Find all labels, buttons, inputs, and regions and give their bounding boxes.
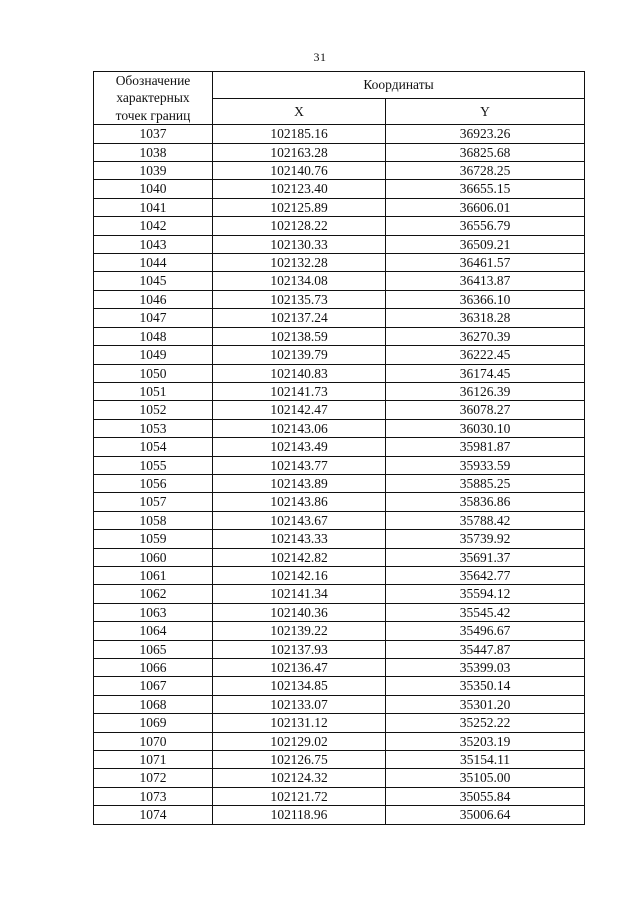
y-coordinate-cell: 36174.45 — [386, 364, 585, 382]
y-coordinate-cell: 35350.14 — [386, 677, 585, 695]
x-coordinate-cell: 102163.28 — [213, 143, 386, 161]
y-coordinate-cell: 35788.42 — [386, 511, 585, 529]
x-coordinate-cell: 102135.73 — [213, 290, 386, 308]
x-coordinate-cell: 102121.72 — [213, 787, 386, 805]
table-row — [94, 254, 585, 272]
y-coordinate-cell: 36509.21 — [386, 235, 585, 253]
point-id-cell: 1054 — [94, 438, 213, 456]
table-row — [94, 732, 585, 750]
y-coordinate-cell: 35055.84 — [386, 787, 585, 805]
point-id-cell: 1039 — [94, 162, 213, 180]
x-coordinate-cell: 102139.79 — [213, 346, 386, 364]
table-row — [94, 419, 585, 437]
point-id-cell: 1058 — [94, 511, 213, 529]
y-coordinate-cell: 36728.25 — [386, 162, 585, 180]
table-row — [94, 585, 585, 603]
table-row — [94, 382, 585, 400]
y-coordinate-cell: 35981.87 — [386, 438, 585, 456]
table-row — [94, 309, 585, 327]
x-coordinate-cell: 102125.89 — [213, 198, 386, 216]
y-coordinate-cell: 35594.12 — [386, 585, 585, 603]
y-coordinate-cell: 36825.68 — [386, 143, 585, 161]
y-coordinate-cell: 35691.37 — [386, 548, 585, 566]
x-coordinate-cell: 102141.34 — [213, 585, 386, 603]
point-id-cell: 1061 — [94, 566, 213, 584]
point-id-cell: 1048 — [94, 327, 213, 345]
y-coordinate-cell: 35399.03 — [386, 659, 585, 677]
y-coordinate-cell: 36413.87 — [386, 272, 585, 290]
point-id-cell: 1057 — [94, 493, 213, 511]
point-id-cell: 1063 — [94, 603, 213, 621]
point-id-cell: 1043 — [94, 235, 213, 253]
y-coordinate-cell: 35105.00 — [386, 769, 585, 787]
x-coordinate-cell: 102118.96 — [213, 806, 386, 824]
y-column-header: Y — [386, 98, 585, 125]
table-row — [94, 530, 585, 548]
point-id-cell: 1060 — [94, 548, 213, 566]
table-row — [94, 143, 585, 161]
table-row — [94, 401, 585, 419]
y-coordinate-cell: 36655.15 — [386, 180, 585, 198]
table-row — [94, 198, 585, 216]
y-coordinate-cell: 35739.92 — [386, 530, 585, 548]
y-coordinate-cell: 35006.64 — [386, 806, 585, 824]
point-id-cell: 1041 — [94, 198, 213, 216]
y-coordinate-cell: 36461.57 — [386, 254, 585, 272]
point-id-cell: 1053 — [94, 419, 213, 437]
table-row — [94, 695, 585, 713]
point-id-cell: 1050 — [94, 364, 213, 382]
y-coordinate-cell: 35154.11 — [386, 751, 585, 769]
table-row — [94, 217, 585, 235]
point-id-cell: 1066 — [94, 659, 213, 677]
x-coordinate-cell: 102139.22 — [213, 622, 386, 640]
y-coordinate-cell: 35885.25 — [386, 474, 585, 492]
y-coordinate-cell: 36126.39 — [386, 382, 585, 400]
y-coordinate-cell: 36556.79 — [386, 217, 585, 235]
y-coordinate-cell: 36923.26 — [386, 125, 585, 143]
point-id-cell: 1074 — [94, 806, 213, 824]
point-id-cell: 1042 — [94, 217, 213, 235]
x-coordinate-cell: 102143.89 — [213, 474, 386, 492]
x-coordinate-cell: 102143.06 — [213, 419, 386, 437]
y-coordinate-cell: 36030.10 — [386, 419, 585, 437]
x-coordinate-cell: 102123.40 — [213, 180, 386, 198]
point-id-cell: 1049 — [94, 346, 213, 364]
y-coordinate-cell: 35496.67 — [386, 622, 585, 640]
point-id-cell: 1040 — [94, 180, 213, 198]
table-row — [94, 456, 585, 474]
table-row — [94, 622, 585, 640]
y-coordinate-cell: 36318.28 — [386, 309, 585, 327]
x-coordinate-cell: 102128.22 — [213, 217, 386, 235]
x-coordinate-cell: 102126.75 — [213, 751, 386, 769]
table-row — [94, 346, 585, 364]
y-coordinate-cell: 35252.22 — [386, 714, 585, 732]
point-id-cell: 1044 — [94, 254, 213, 272]
table-row — [94, 235, 585, 253]
x-coordinate-cell: 102143.77 — [213, 456, 386, 474]
table-body — [94, 125, 585, 824]
x-coordinate-cell: 102138.59 — [213, 327, 386, 345]
x-coordinate-cell: 102137.24 — [213, 309, 386, 327]
point-id-cell: 1052 — [94, 401, 213, 419]
x-coordinate-cell: 102142.47 — [213, 401, 386, 419]
point-id-cell: 1069 — [94, 714, 213, 732]
point-id-cell: 1037 — [94, 125, 213, 143]
point-id-cell: 1047 — [94, 309, 213, 327]
table-header — [94, 72, 585, 125]
point-id-cell: 1055 — [94, 456, 213, 474]
table-row — [94, 603, 585, 621]
point-id-cell: 1051 — [94, 382, 213, 400]
x-coordinate-cell: 102142.82 — [213, 548, 386, 566]
table-row — [94, 438, 585, 456]
x-coordinate-cell: 102140.83 — [213, 364, 386, 382]
point-designation-header — [94, 72, 213, 125]
x-coordinate-cell: 102136.47 — [213, 659, 386, 677]
table-row — [94, 162, 585, 180]
table-row — [94, 659, 585, 677]
y-coordinate-cell: 35301.20 — [386, 695, 585, 713]
table-row — [94, 364, 585, 382]
y-coordinate-cell: 35545.42 — [386, 603, 585, 621]
x-coordinate-cell: 102134.85 — [213, 677, 386, 695]
point-id-cell: 1067 — [94, 677, 213, 695]
x-coordinate-cell: 102133.07 — [213, 695, 386, 713]
point-id-cell: 1073 — [94, 787, 213, 805]
y-coordinate-cell: 35447.87 — [386, 640, 585, 658]
coordinates-header: Координаты — [213, 72, 585, 99]
page-number: 31 — [313, 50, 327, 64]
y-coordinate-cell: 36222.45 — [386, 346, 585, 364]
x-coordinate-cell: 102130.33 — [213, 235, 386, 253]
table-row — [94, 474, 585, 492]
x-coordinate-cell: 102143.33 — [213, 530, 386, 548]
y-coordinate-cell: 36078.27 — [386, 401, 585, 419]
table-row — [94, 327, 585, 345]
y-coordinate-cell: 35836.86 — [386, 493, 585, 511]
y-coordinate-cell: 36606.01 — [386, 198, 585, 216]
x-coordinate-cell: 102124.32 — [213, 769, 386, 787]
table-row — [94, 511, 585, 529]
y-coordinate-cell: 36366.10 — [386, 290, 585, 308]
x-coordinate-cell: 102140.76 — [213, 162, 386, 180]
point-id-cell: 1045 — [94, 272, 213, 290]
point-id-cell: 1072 — [94, 769, 213, 787]
table-row — [94, 180, 585, 198]
y-coordinate-cell: 35642.77 — [386, 566, 585, 584]
point-id-cell: 1059 — [94, 530, 213, 548]
x-coordinate-cell: 102185.16 — [213, 125, 386, 143]
y-coordinate-cell: 35203.19 — [386, 732, 585, 750]
y-coordinate-cell: 36270.39 — [386, 327, 585, 345]
point-id-cell: 1038 — [94, 143, 213, 161]
x-coordinate-cell: 102131.12 — [213, 714, 386, 732]
point-id-cell: 1046 — [94, 290, 213, 308]
x-column-header: X — [213, 98, 386, 125]
table-row — [94, 751, 585, 769]
x-coordinate-cell: 102142.16 — [213, 566, 386, 584]
x-coordinate-cell: 102141.73 — [213, 382, 386, 400]
point-id-cell: 1068 — [94, 695, 213, 713]
table-row — [94, 290, 585, 308]
point-designation-line-1: Обозначение — [115, 73, 191, 88]
table-row — [94, 677, 585, 695]
table-row — [94, 125, 585, 143]
x-coordinate-cell: 102143.49 — [213, 438, 386, 456]
table-row — [94, 714, 585, 732]
table-row — [94, 787, 585, 805]
point-id-cell: 1056 — [94, 474, 213, 492]
table-row — [94, 548, 585, 566]
point-id-cell: 1065 — [94, 640, 213, 658]
table-row — [94, 566, 585, 584]
x-coordinate-cell: 102134.08 — [213, 272, 386, 290]
x-coordinate-cell: 102132.28 — [213, 254, 386, 272]
point-id-cell: 1064 — [94, 622, 213, 640]
point-id-cell: 1062 — [94, 585, 213, 603]
coordinates-table — [93, 71, 585, 825]
x-coordinate-cell: 102143.86 — [213, 493, 386, 511]
table-row — [94, 769, 585, 787]
x-coordinate-cell: 102140.36 — [213, 603, 386, 621]
y-coordinate-cell: 35933.59 — [386, 456, 585, 474]
point-id-cell: 1070 — [94, 732, 213, 750]
x-coordinate-cell: 102137.93 — [213, 640, 386, 658]
x-coordinate-cell: 102129.02 — [213, 732, 386, 750]
point-id-cell: 1071 — [94, 751, 213, 769]
point-designation-line-3: точек границ — [115, 107, 191, 123]
table-row — [94, 806, 585, 824]
table-row — [94, 272, 585, 290]
point-designation-line-2: характерных — [116, 90, 190, 106]
table-row — [94, 640, 585, 658]
table-row — [94, 493, 585, 511]
x-coordinate-cell: 102143.67 — [213, 511, 386, 529]
